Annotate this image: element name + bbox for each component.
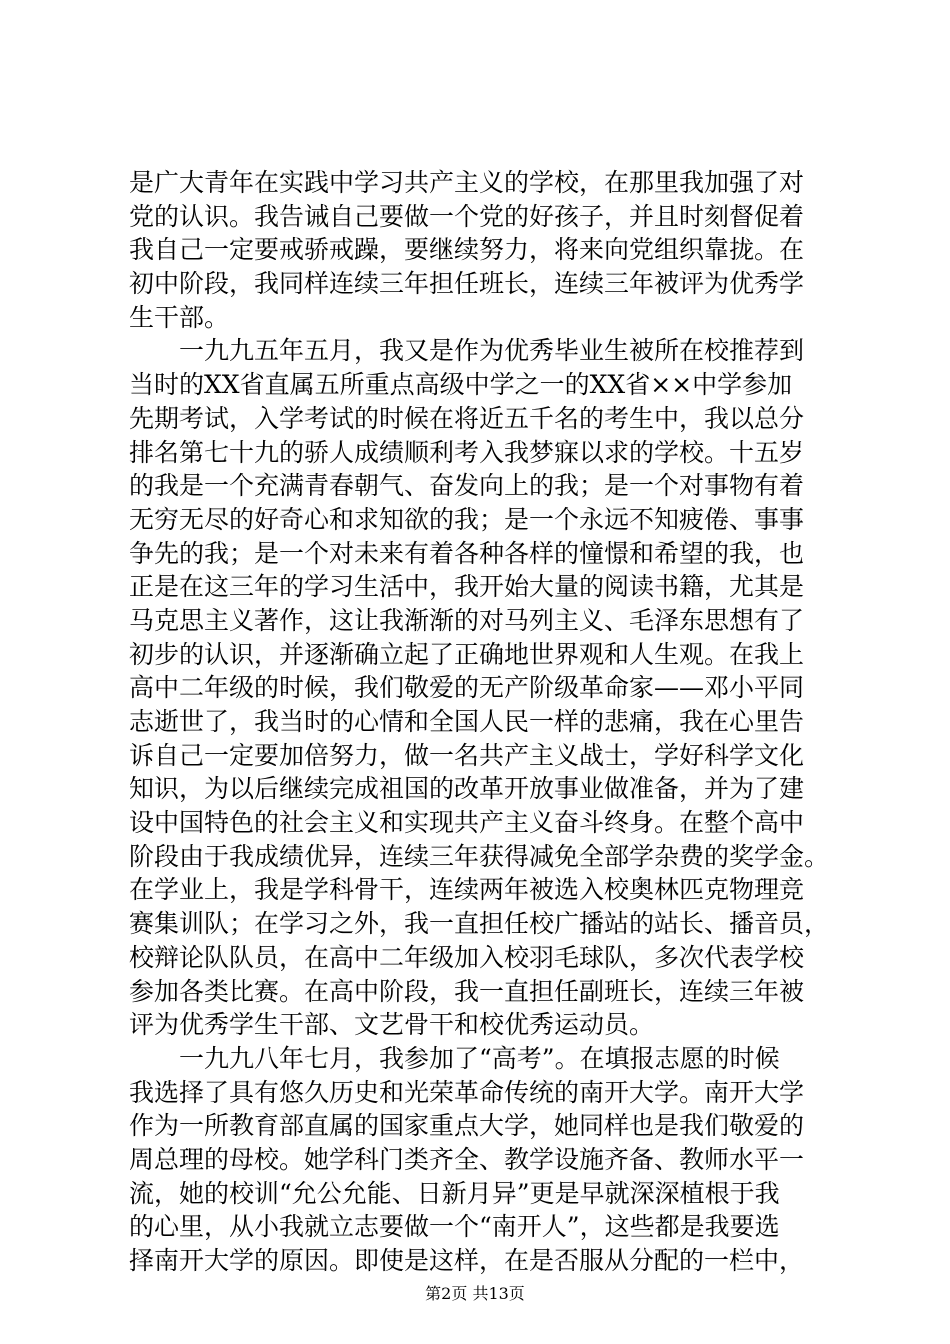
text-line: 设中国特色的社会主义和实现共产主义奋斗终身。在整个高中 (129, 808, 805, 838)
text-line: 的心里，从小我就立志要做一个“南开人”，这些都是我要选 (129, 1212, 780, 1242)
text-line: 我选择了具有悠久历史和光荣革命传统的南开大学。南开大学 (129, 1077, 805, 1107)
text-line: 在学业上，我是学科骨干，连续两年被选入校奥林匹克物理竞 (129, 875, 805, 905)
text-line: 初中阶段，我同样连续三年担任班长，连续三年被评为优秀学 (129, 269, 805, 299)
page-footer: 第2页 共13页 (425, 1284, 525, 1303)
text-line: 校辩论队队员，在高中二年级加入校羽毛球队，多次代表学校 (129, 942, 805, 972)
text-line: 评为优秀学生干部、文艺骨干和校优秀运动员。 (129, 1010, 655, 1040)
text-line: 是广大青年在实践中学习共产主义的学校，在那里我加强了对 (129, 168, 805, 197)
text-line: 一九九八年七月，我参加了“高考”。在填报志愿的时候 (129, 1043, 780, 1073)
text-line: 当时的XX省直属五所重点高级中学之一的XX省××中学参加 (129, 370, 793, 400)
text-line: 无穷无尽的好奇心和求知欲的我；是一个永远不知疲倦、事事 (129, 504, 805, 534)
text-line: 知识，为以后继续完成祖国的改革开放事业做准备，并为了建 (129, 774, 805, 804)
text-line: 我自己一定要戒骄戒躁，要继续努力，将来向党组织靠拢。在 (129, 235, 805, 265)
document-body (129, 166, 841, 1278)
text-line: 先期考试，入学考试的时候在将近五千名的考生中，我以总分 (129, 403, 805, 433)
text-line: 赛集训队；在学习之外，我一直担任校广播站的站长、播音员， (129, 909, 830, 939)
text-line: 马克思主义著作，这让我渐渐的对马列主义、毛泽东思想有了 (129, 605, 805, 635)
text-line: 党的认识。我告诫自己要做一个党的好孩子，并且时刻督促着 (129, 201, 805, 231)
text-line: 周总理的母校。她学科门类齐全、教学设施齐备、教师水平一 (129, 1144, 805, 1174)
text-line: 志逝世了，我当时的心情和全国人民一样的悲痛，我在心里告 (129, 707, 805, 736)
text-line: 初步的认识，并逐渐确立起了正确地世界观和人生观。在我上 (129, 639, 805, 669)
text-line: 参加各类比赛。在高中阶段，我一直担任副班长，连续三年被 (129, 976, 805, 1006)
text-line: 诉自己一定要加倍努力，做一名共产主义战士，学好科学文化 (129, 740, 805, 770)
text-line: 作为一所教育部直属的国家重点大学，她同样也是我们敬爱的 (129, 1111, 805, 1141)
text-line: 的我是一个充满青春朝气、奋发向上的我；是一个对事物有着 (129, 471, 805, 501)
text-line: 争先的我；是一个对未来有着各种各样的憧憬和希望的我，也 (129, 538, 805, 568)
text-line: 排名第七十九的骄人成绩顺利考入我梦寐以求的学校。十五岁 (129, 437, 805, 467)
text-line: 生干部。 (129, 302, 230, 332)
text-line: 流，她的校训“允公允能、日新月异”更是早就深深植根于我 (129, 1178, 780, 1208)
text-line: 一九九五年五月，我又是作为优秀毕业生被所在校推荐到 (129, 336, 805, 366)
text-line: 高中二年级的时候，我们敬爱的无产阶级革命家——邓小平同 (129, 673, 805, 703)
text-line: 阶段由于我成绩优异，连续三年获得减免全部学杂费的奖学金。 (129, 841, 830, 871)
text-line: 正是在这三年的学习生活中，我开始大量的阅读书籍，尤其是 (129, 572, 805, 602)
text-line: 择南开大学的原因。即使是这样，在是否服从分配的一栏中， (129, 1246, 805, 1275)
